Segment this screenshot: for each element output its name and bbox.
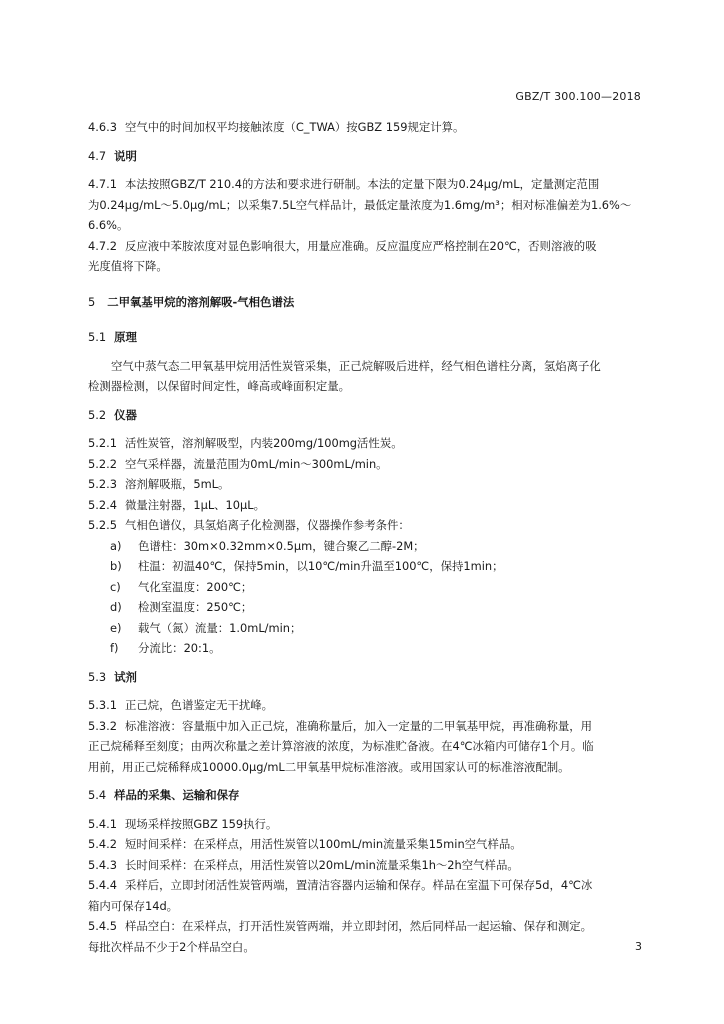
clause-text: 微量注射器，1μL、10μL。 <box>124 497 266 512</box>
condition-item <box>88 618 660 639</box>
section-5-1-heading <box>88 327 660 348</box>
condition-item <box>88 556 660 577</box>
condition-text: 检测室温度：250℃； <box>138 600 253 614</box>
section-number: 4.7 <box>88 148 107 163</box>
clause-text-line: 样品空白：在采样点，打开活性炭管两端，并立即封闭，然后同样品一起运输、保存和测定。 <box>124 919 593 933</box>
clause-text-line: 标准溶液：容量瓶中加入正己烷，准确称量后，加入一定量的二甲氧基甲烷，再准确称量，用 <box>124 718 593 733</box>
clause-number: 5.2.2 <box>88 456 117 471</box>
condition-item <box>88 597 660 618</box>
clause-text: 气相色谱仪，具氢焰离子化检测器，仪器操作参考条件： <box>124 518 410 532</box>
section-title: 说明 <box>114 148 137 163</box>
clause-4-7-1 <box>88 174 660 195</box>
chapter-5-heading <box>88 292 660 313</box>
clause-number: 5.4.5 <box>88 919 117 933</box>
instrument-item <box>88 495 660 516</box>
sampling-item <box>88 834 660 855</box>
clause-4-6-3 <box>88 117 660 138</box>
section-number: 5.2 <box>88 407 107 422</box>
section-5-2-heading <box>88 405 660 426</box>
clause-text-line: 6.6%。 <box>88 218 129 232</box>
condition-text: 载气（氮）流量：1.0mL/min； <box>138 620 302 635</box>
sampling-item <box>88 814 660 835</box>
clause-number: 4.7.2 <box>88 238 117 253</box>
principle-text-line: 检测器检测，以保留时间定性，峰高或峰面积定量。 <box>88 379 350 393</box>
clause-text: 现场采样按照GBZ 159执行。 <box>124 816 278 831</box>
clause-text: 短时间采样：在采样点，用活性炭管以100mL/min流量采集15min空气样品。 <box>124 837 522 851</box>
instrument-item <box>88 433 660 454</box>
list-label: a) <box>110 538 122 553</box>
clause-number: 4.7.1 <box>88 177 117 191</box>
section-title: 样品的采集、运输和保存 <box>114 788 240 802</box>
principle-text-line: 空气中蒸气态二甲氧基甲烷用活性炭管采集，正己烷解吸后进样，经气相色谱柱分离，氢焰离子化 <box>111 358 601 373</box>
clause-text: 长时间采样：在采样点，用活性炭管以20mL/min流量采集1h～2h空气样品。 <box>124 857 519 872</box>
standard-code-header: GBZ/T 300.100—2018 <box>515 90 641 103</box>
clause-number: 5.4.4 <box>88 878 117 892</box>
page-content <box>88 117 660 957</box>
condition-item <box>88 638 660 659</box>
list-label: f) <box>110 641 119 655</box>
clause-number: 5.2.4 <box>88 497 117 512</box>
clause-text-line: 本法按照GBZ/T 210.4的方法和要求进行研制。本法的定量下限为0.24μg/mL，定量测定范围 <box>124 177 600 191</box>
list-label: e) <box>110 620 122 635</box>
clause-text: 活性炭管，溶剂解吸型，内装200mg/100mg活性炭。 <box>124 436 403 450</box>
clause-text-line: 正己烷稀释至刻度；由两次称量之差计算溶液的浓度，为标准贮备液。在4℃冰箱内可储存1个月。临 <box>88 739 594 753</box>
clause-text: 空气采样器，流量范围为0mL/min～300mL/min。 <box>124 456 388 471</box>
condition-text: 柱温：初温40℃，保持5min，以10℃/min升温至100℃，保持1min； <box>138 559 504 573</box>
clause-text-line: 反应液中苯胺浓度对显色影响很大，用量应准确。反应温度应严格控制在20℃，否则溶液的吸 <box>124 238 597 253</box>
list-label: c) <box>110 579 121 594</box>
condition-text: 色谱柱：30m×0.32mm×0.5μm，键合聚乙二醇-2M； <box>138 538 425 553</box>
condition-item <box>88 536 660 557</box>
instrument-item <box>88 474 660 495</box>
list-label: d) <box>110 600 122 614</box>
section-number: 5.3 <box>88 669 107 684</box>
instrument-item <box>88 454 660 475</box>
clause-number: 5.3.1 <box>88 698 117 712</box>
clause-text-line: 为0.24μg/mL～5.0μg/mL；以采集7.5L空气样品计，最低定量浓度为1.6mg/m³；相对标准偏差为1.6%～ <box>88 197 632 212</box>
clause-text-line: 箱内可保存14d。 <box>88 898 179 913</box>
clause-number: 5.2.5 <box>88 518 117 532</box>
clause-text-line: 用前，用正己烷稀释成10000.0μg/mL二甲氧基甲烷标准溶液。或用国家认可的标准溶液配制。 <box>88 759 570 774</box>
section-title: 原理 <box>114 330 137 344</box>
sampling-item <box>88 916 660 937</box>
section-5-4-heading <box>88 785 660 806</box>
sampling-item <box>88 875 660 896</box>
clause-text-line: 采样后，立即封闭活性炭管两端，置清洁容器内运输和保存。样品在室温下可保存5d，4℃冰 <box>124 878 593 892</box>
clause-number: 5.4.1 <box>88 816 117 831</box>
condition-text: 分流比：20:1。 <box>138 641 221 655</box>
section-number: 5.4 <box>88 788 107 802</box>
chapter-number: 5 <box>88 294 96 309</box>
clause-text: 空气中的时间加权平均接触浓度（C_TWA）按GBZ 159规定计算。 <box>124 120 465 134</box>
clause-text-line: 光度值将下降。 <box>88 259 168 273</box>
reagent-item <box>88 695 660 716</box>
clause-text: 溶剂解吸瓶，5mL。 <box>124 477 230 491</box>
section-title: 仪器 <box>114 407 137 422</box>
clause-number: 5.2.3 <box>88 477 117 491</box>
section-4-7-heading <box>88 146 660 167</box>
clause-number: 5.4.3 <box>88 857 117 872</box>
list-label: b) <box>110 559 122 573</box>
clause-number: 5.3.2 <box>88 718 117 733</box>
section-title: 试剂 <box>114 669 137 684</box>
sampling-item <box>88 855 660 876</box>
condition-item <box>88 577 660 598</box>
reagent-item <box>88 716 660 737</box>
clause-number: 4.6.3 <box>88 120 117 134</box>
section-number: 5.1 <box>88 330 107 344</box>
clause-number: 5.4.2 <box>88 837 117 851</box>
clause-text-line: 每批次样品不少于2个样品空白。 <box>88 939 255 954</box>
clause-4-7-2 <box>88 236 660 257</box>
page-number: 3 <box>635 940 642 953</box>
clause-text: 正己烷，色谱鉴定无干扰峰。 <box>124 698 274 712</box>
condition-text: 气化室温度：200℃； <box>138 579 253 594</box>
clause-number: 5.2.1 <box>88 436 117 450</box>
chapter-title: 二甲氧基甲烷的溶剂解吸-气相色谱法 <box>107 294 295 309</box>
section-5-3-heading <box>88 667 660 688</box>
instrument-item <box>88 515 660 536</box>
